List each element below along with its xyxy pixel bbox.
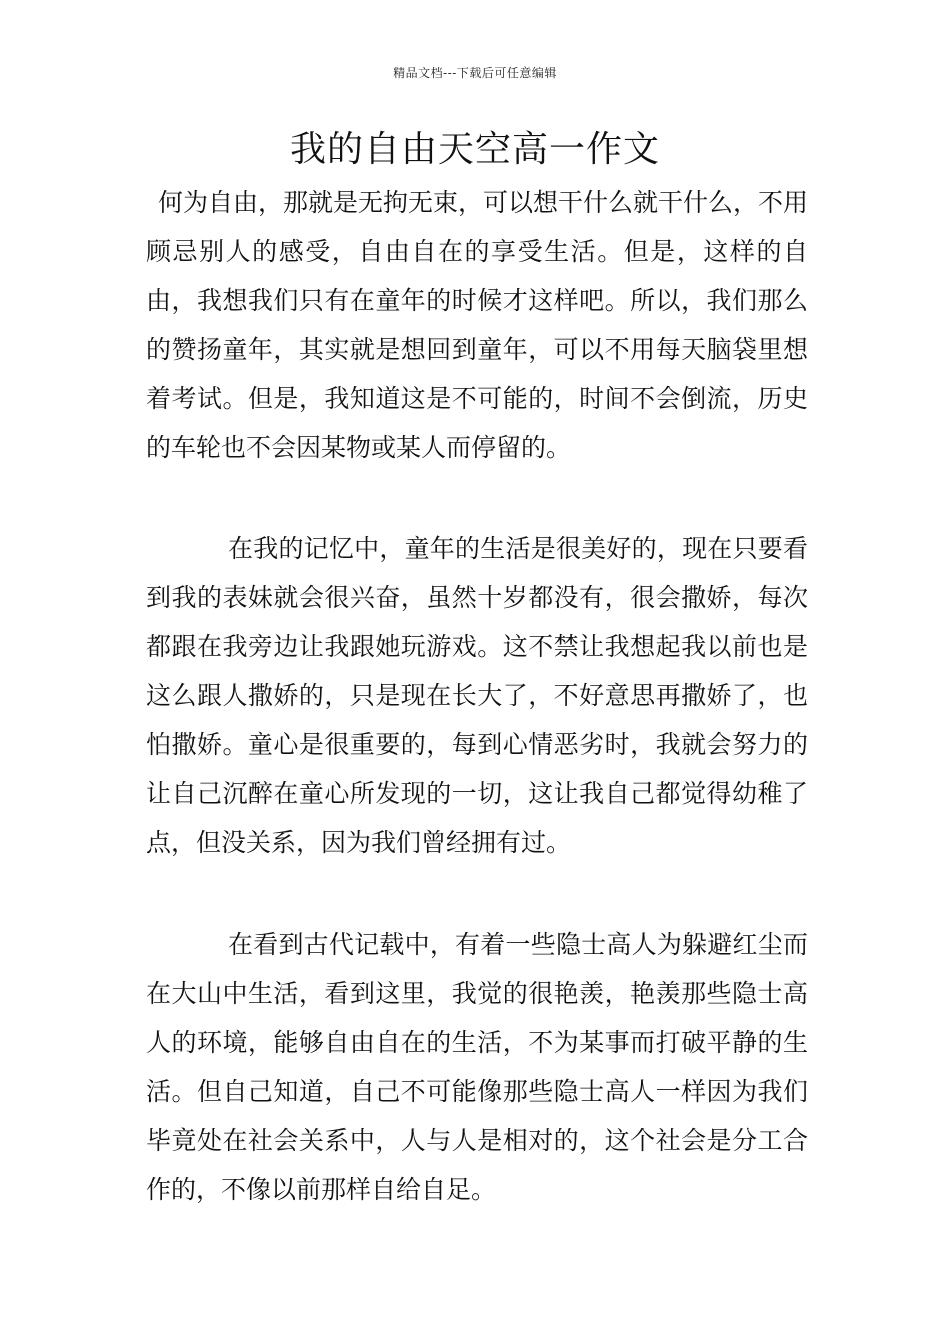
paragraph-1-text: 何为自由，那就是无拘无束，可以想干什么就干什么，不用顾忌别人的感受，自由自在的享受生活。但是，这样的自由，我想我们只有在童年的时候才这样吧。所以，我们那么的赞扬童年，其实就是想回到童年，可以不用每天脑袋里想着考试。但是，我知道这是不可能的，时间不会倒流，历史的车轮也不会因某物或某人而停留的。: [146, 188, 809, 462]
paragraph-3-text: 在看到古代记载中，有着一些隐士高人为躲避红尘而在大山中生活，看到这里，我觉的很艳羡，艳羡那些隐士高人的环境，能够自由自在的生活，不为某事而打破平静的生活。但自己知道，自己不可能像那些隐士高人一样因为我们毕竟处在社会关系中，人与人是相对的，这个社会是分工合作的，不像以前那样自给自足。: [146, 930, 808, 1204]
paragraph-3: [146, 920, 808, 1214]
document-title: 我的自由天空高一作文: [289, 129, 660, 170]
paragraph-2: [146, 524, 808, 867]
header-note: 精品文档---下载后可任意编辑: [393, 66, 557, 80]
paragraph-2-text: 在我的记忆中，童年的生活是很美好的，现在只要看到我的表妹就会很兴奋，虽然十岁都没有，很会撒娇，每次都跟在我旁边让我跟她玩游戏。这不禁让我想起我以前也是这么跟人撒娇的，只是现在长大了，不好意思再撒娇了，也怕撒娇。童心是很重要的，每到心情恶劣时，我就会努力的让自己沉醉在童心所发现的一切，这让我自己都觉得幼稚了点，但没关系，因为我们曾经拥有过。: [146, 534, 808, 857]
paragraph-1: [146, 178, 808, 472]
